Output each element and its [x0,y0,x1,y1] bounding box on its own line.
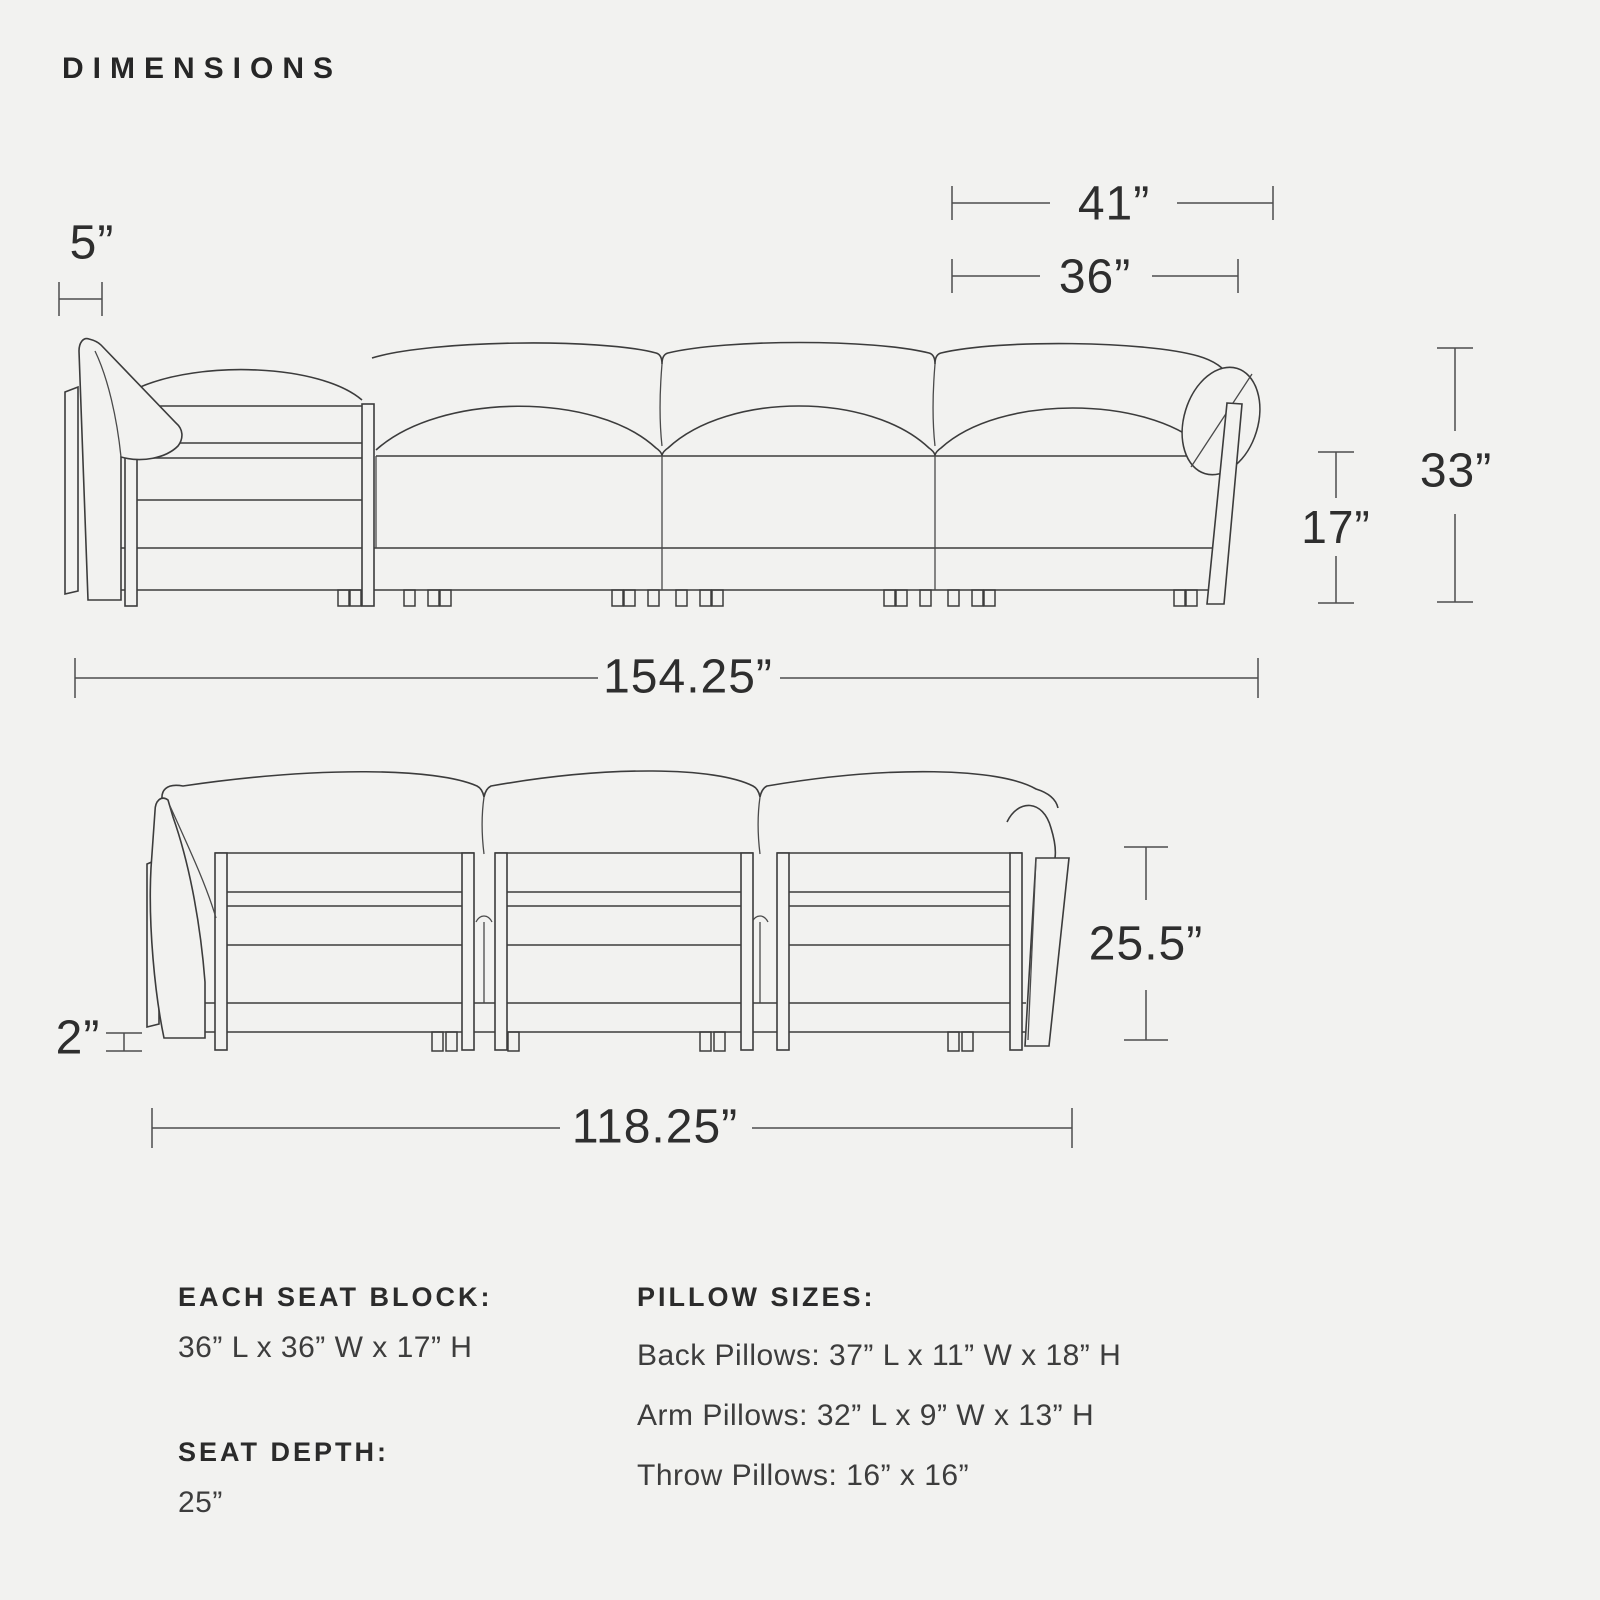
dim-label-leg-height: 2” [55,1011,101,1065]
dim-label-overall-height: 33” [1419,444,1493,498]
seat-specs-column [178,1282,493,1520]
dim-label-seat-height: 17” [1301,501,1371,553]
seat-depth-heading: SEAT DEPTH: [178,1437,390,1467]
arm-pillows-value: Arm Pillows: 32” L x 9” W x 13” H [637,1399,1095,1432]
back-pillows-value: Back Pillows: 37” L x 11” W x 18” H [637,1339,1122,1372]
back-legs [432,1032,973,1051]
dim-label-frame-back-height: 25.5” [1088,917,1204,971]
dim-label-corner-block-width: 41” [1077,177,1151,231]
seat-block-value: 36” L x 36” W x 17” H [178,1331,473,1364]
pillow-specs-column [637,1282,1121,1493]
dim-label-arm-thickness: 5” [69,216,115,270]
back-view-drawing [147,771,1069,1051]
seat-depth-value: 25” [178,1486,223,1519]
seat-block-heading: EACH SEAT BLOCK: [178,1282,493,1312]
front-view-drawing [65,339,1272,606]
pillow-sizes-heading: PILLOW SIZES: [637,1282,876,1312]
page-title: DIMENSIONS [62,52,343,85]
dim-label-overall-depth: 118.25” [571,1100,739,1154]
throw-pillows-value: Throw Pillows: 16” x 16” [637,1459,970,1492]
front-legs [338,590,1197,606]
dim-label-seat-block-width: 36” [1058,250,1132,304]
dim-label-overall-width: 154.25” [603,650,773,704]
